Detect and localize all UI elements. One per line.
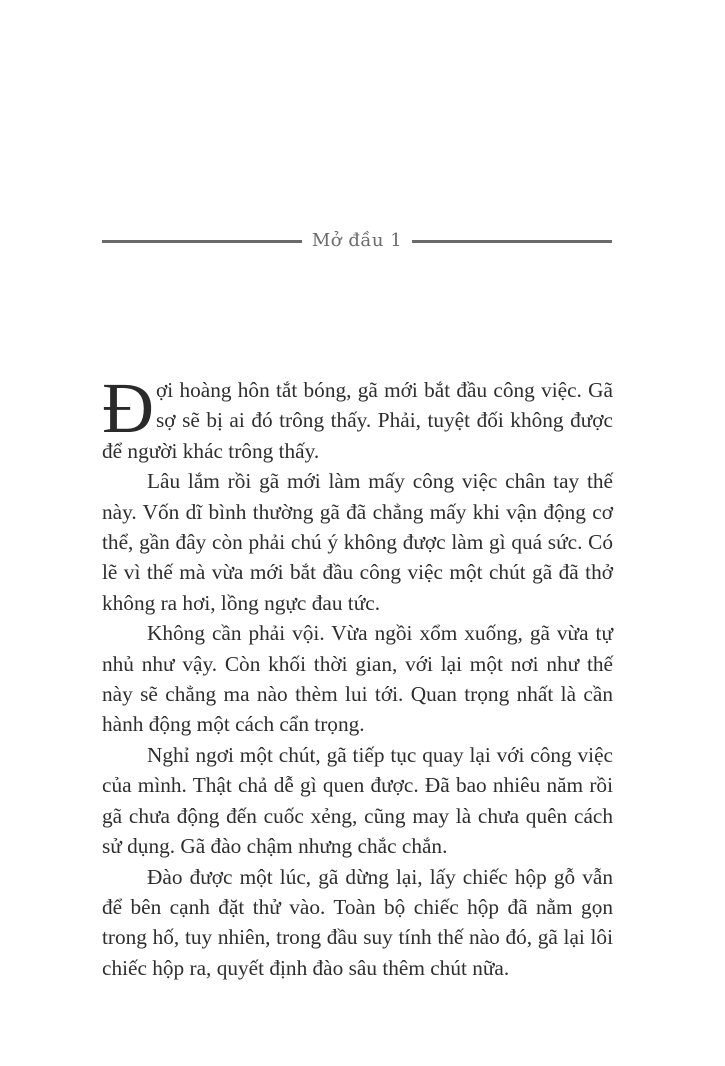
paragraph-5: Đào được một lúc, gã dừng lại, lấy chiếc hộp gỗ vẫn để bên cạnh đặt thử vào. Toàn bộ chiếc hộp đã nằm gọn trong hố, tuy nhiên, trong đầu suy tính thế nào đó, gã lại lôi chiếc hộp ra, quyết định đào sâu thêm chút nữa. <box>102 864 613 980</box>
paragraph-2: Lâu lắm rồi gã mới làm mấy công việc chân tay thế này. Vốn dĩ bình thường gã đã chẳng mấy khi vận động cơ thể, gần đây còn phải chú ý không được làm gì quá sức. Có lẽ vì thế mà vừa mới bắt đầu công việc một chút gã đã thở không ra hơi, lồng ngực đau tức. <box>102 469 613 615</box>
paragraph-1-text: ợi hoàng hôn tắt bóng, gã mới bắt đầu công việc. Gã sợ sẽ bị ai đó trông thấy. Phải, tuyệt đối không được để người khác trông thấy. <box>102 378 613 463</box>
paragraph-3: Không cần phải vội. Vừa ngồi xổm xuống, gã vừa tự nhủ như vậy. Còn khối thời gian, với lại một nơi như thế này sẽ chẳng ma nào thèm lui tới. Quan trọng nhất là cần hành động một cách cẩn trọng. <box>102 621 613 737</box>
drop-cap: Đ <box>102 368 154 448</box>
chapter-title: Mở đầu 1 <box>311 230 403 251</box>
right-rule <box>412 240 612 243</box>
chapter-body <box>102 368 613 983</box>
paragraph-4: Nghỉ ngơi một chút, gã tiếp tục quay lại với công việc của mình. Thật chả dễ gì quen được. Đã bao nhiêu năm rồi gã chưa động đến cuốc xẻng, cũng may là chưa quên cách sử dụng. Gã đào chậm nhưng chắc chắn. <box>102 742 613 859</box>
paragraph-1 <box>102 368 613 466</box>
left-rule <box>102 240 302 243</box>
chapter-header <box>102 229 612 253</box>
